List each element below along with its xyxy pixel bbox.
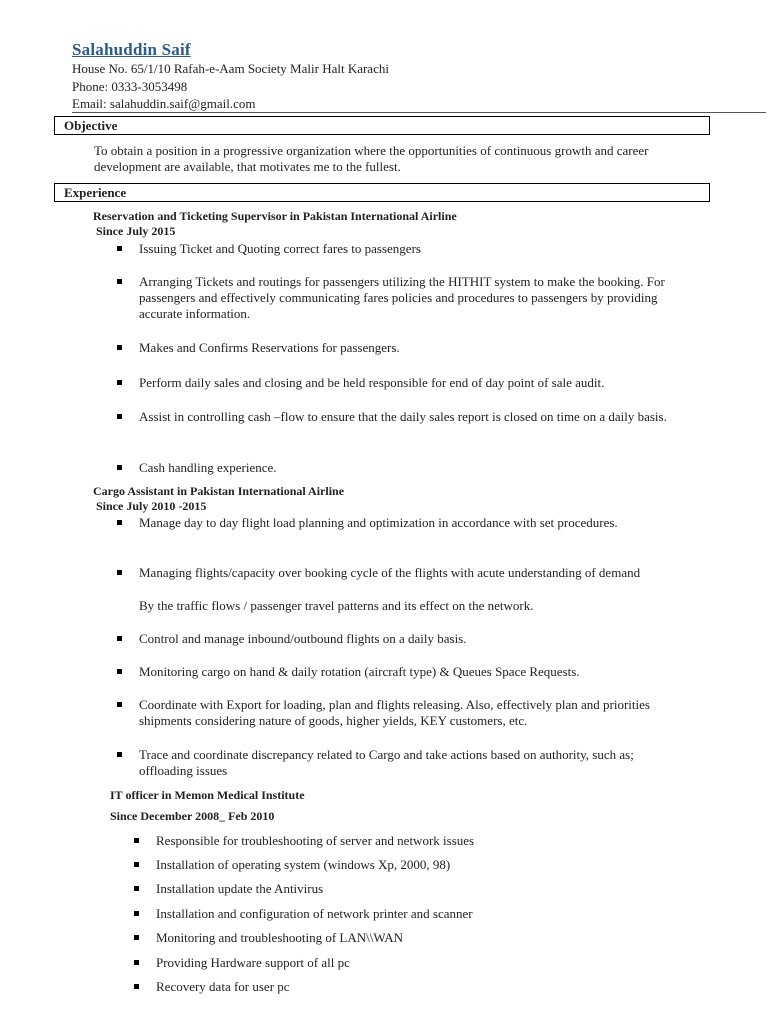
list-item: Providing Hardware support of all pc — [156, 955, 676, 971]
list-item: Monitoring and troubleshooting of LAN\\WAN — [156, 930, 676, 946]
job-title: Reservation and Ticketing Supervisor in Pakistan International Airline — [93, 209, 457, 223]
job-date: Since December 2008_ Feb 2010 — [110, 809, 275, 823]
job-date: Since July 2015 — [96, 224, 176, 238]
list-item-continuation: By the traffic flows / passenger travel patterns and its effect on the network. — [139, 598, 534, 613]
list-item: Perform daily sales and closing and be held responsible for end of day point of sale audit. — [139, 375, 669, 391]
bullet-icon — [134, 935, 139, 940]
list-item: Installation of operating system (windows Xp, 2000, 98) — [156, 857, 676, 873]
bullet-icon — [117, 345, 122, 350]
list-item: Monitoring cargo on hand & daily rotation (aircraft type) & Queues Space Requests. — [139, 664, 669, 680]
list-item: Managing flights/capacity over booking cycle of the flights with acute understanding of demand — [139, 565, 669, 581]
list-item: Makes and Confirms Reservations for passengers. — [139, 340, 669, 356]
bullet-icon — [117, 380, 122, 385]
bullet-icon — [117, 636, 122, 641]
bullet-icon — [117, 669, 122, 674]
list-item: Arranging Tickets and routings for passengers utilizing the HITHIT system to make the booking. For passengers and effectively communicating fares policies and procedures to passengers by providing accurate information. — [139, 274, 669, 322]
bullet-icon — [117, 465, 122, 470]
list-item: Assist in controlling cash –flow to ensure that the daily sales report is closed on time on a daily basis. — [139, 409, 669, 425]
list-item: Coordinate with Export for loading, plan and flights releasing. Also, effectively plan and priorities shipments considering nature of goods, higher yields, KEY customers, etc. — [139, 697, 669, 729]
phone: Phone: 0333-3053498 — [72, 79, 188, 94]
candidate-name: Salahuddin Saif — [72, 40, 191, 59]
list-item: Issuing Ticket and Quoting correct fares to passengers — [139, 241, 669, 257]
list-item: Installation and configuration of network printer and scanner — [156, 906, 676, 922]
objective-heading: Objective — [54, 116, 710, 135]
bullet-icon — [117, 520, 122, 525]
bullet-icon — [117, 279, 122, 284]
list-item: Responsible for troubleshooting of server and network issues — [156, 833, 676, 849]
list-item: Cash handling experience. — [139, 460, 669, 476]
bullet-icon — [134, 838, 139, 843]
header-divider — [72, 112, 766, 113]
list-item: Control and manage inbound/outbound flights on a daily basis. — [139, 631, 669, 647]
job-title: Cargo Assistant in Pakistan International Airline — [93, 484, 345, 498]
list-item: Installation update the Antivirus — [156, 881, 676, 897]
bullet-icon — [134, 960, 139, 965]
bullet-icon — [117, 246, 122, 251]
bullet-icon — [134, 862, 139, 867]
list-item: Manage day to day flight load planning and optimization in accordance with set procedures. — [139, 515, 669, 531]
experience-heading: Experience — [54, 183, 710, 202]
list-item: Trace and coordinate discrepancy related to Cargo and take actions based on authority, such as; offloading issues — [139, 747, 669, 779]
job-title: IT officer in Memon Medical Institute — [110, 788, 305, 802]
email: Email: salahuddin.saif@gmail.com — [72, 96, 256, 111]
job-date: Since July 2010 -2015 — [96, 499, 207, 513]
bullet-icon — [117, 570, 122, 575]
bullet-icon — [134, 886, 139, 891]
bullet-icon — [117, 414, 122, 419]
bullet-icon — [134, 984, 139, 989]
address: House No. 65/1/10 Rafah-e-Aam Society Malir Halt Karachi — [72, 61, 389, 76]
objective-text: To obtain a position in a progressive organization where the opportunities of continuous growth and career development are available, that motivates me to the fullest. — [94, 143, 649, 174]
bullet-icon — [117, 752, 122, 757]
bullet-icon — [117, 702, 122, 707]
bullet-icon — [134, 911, 139, 916]
list-item: Recovery data for user pc — [156, 979, 676, 995]
